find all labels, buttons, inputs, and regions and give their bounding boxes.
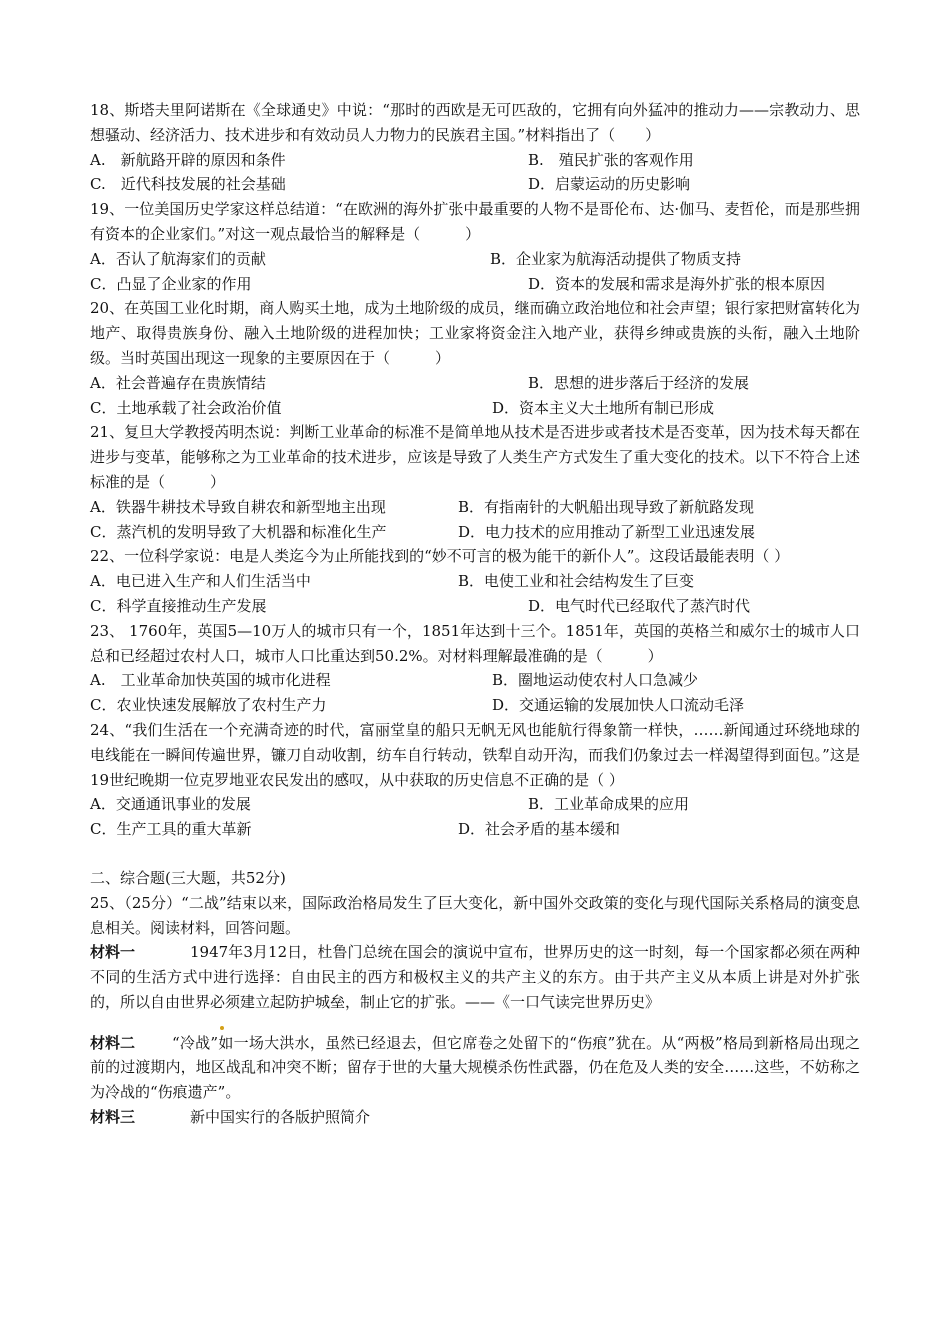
question-stem: 20、在英国工业化时期，商人购买土地，成为土地阶级的成员，继而确立政治地位和社会声望；银行家把财富转化为地产、取得贵族身份、融入土地阶级的进程加快；工业家将资金注入地产业，获得乡绅或贵族的头衔，融入土地阶级。当时英国出现这一现象的主要原因在于（ ）: [90, 299, 860, 367]
question-21: [90, 420, 860, 544]
option-d: D．资本的发展和需求是海外扩张的根本原因: [528, 274, 826, 293]
question-25-stem: 25、（25分）“二战”结束以来，国际政治格局发生了巨大变化，新中国外交政策的变化与现代国际关系格局的演变息息相关。阅读材料，回答问题。: [90, 893, 860, 937]
option-a: A. 新航路开辟的原因和条件: [90, 150, 286, 169]
question-stem: 24、“我们生活在一个充满奇迹的时代，富丽堂皇的船只无帆无风也能航行得象箭一样快，……新闻通过环绕地球的电线能在一瞬间传遍世界，镰刀自动收割，纺车自行转动，铁犁自动开沟，而我们仍象过去一样渴望得到面包。”这是19世纪晚期一位克罗地亚农民发出的感叹，从中获取的历史信息不正确的是（ ）: [90, 720, 860, 789]
option-c: C．农业快速发展解放了农村生产力: [90, 696, 327, 715]
option-b: B．企业家为航海活动提供了物质支持: [490, 249, 742, 268]
option-c: C．蒸汽机的发明导致了大机器和标准化生产: [90, 522, 387, 541]
question-stem: 19、一位美国历史学家这样总结道：“在欧洲的海外扩张中最重要的人物不是哥伦布、达·伽马、麦哲伦，而是那些拥有资本的企业家们。”对这一观点最恰当的解释是（ ）: [90, 200, 860, 243]
material-3-text: 新中国实行的各版护照简介: [190, 1108, 371, 1127]
material-1: [90, 940, 860, 1014]
question-stem: 23、 1760年，英国5—10万人的城市只有一个，1851年达到十三个。1851年，英国的英格兰和威尔士的城市人口总和已经超过农村人口，城市人口比重达到50.2%。对材料理解最准确的是（ ）: [90, 621, 860, 665]
option-d: D．电力技术的应用推动了新型工业迅速发展: [458, 522, 756, 541]
option-b: B．工业革命成果的应用: [528, 795, 690, 814]
question-23: [90, 619, 860, 718]
stray-mark: [220, 1026, 224, 1030]
section-comprehensive: [90, 866, 860, 1130]
exam-page: [90, 98, 860, 1130]
material-2-text: “冷战”如一场大洪水，虽然已经退去，但它席卷之处留下的“伤痕”犹在。从“两极”格局到新格局出现之前的过渡期内，地区战乱和冲突不断；留存于世的大量大规模杀伤性武器，仍在危及人类的安全……这些，不妨称之为冷战的“伤痕遗产”。: [90, 1033, 860, 1102]
question-stem: 22、一位科学家说：电是人类迄今为止所能找到的“妙不可言的极为能干的新仆人”。这段话最能表明（ ）: [90, 547, 790, 566]
option-a: A．否认了航海家们的贡献: [90, 249, 266, 268]
material-3-title: 材料三: [90, 1108, 136, 1127]
option-c: C．生产工具的重大革新: [90, 820, 252, 839]
question-18: [90, 98, 860, 197]
option-d: D．资本主义大土地所有制已形成: [492, 398, 715, 417]
option-c: C. 近代科技发展的社会基础: [90, 175, 286, 194]
option-b: B．有指南针的大帆船出现导致了新航路发现: [458, 497, 755, 516]
question-stem: 18、斯塔夫里阿诺斯在《全球通史》中说：“那时的西欧是无可匹敌的，它拥有向外猛冲的推动力——宗教动力、思想骚动、经济活力、技术进步和有效动员人力物力的民族君主国。”材料指出了（ ）: [90, 101, 860, 144]
material-1-title: 材料一: [90, 943, 136, 962]
section-heading: 二、综合题(三大题，共52分): [90, 868, 286, 887]
question-20: [90, 296, 860, 420]
option-b: B．思想的进步落后于经济的发展: [528, 373, 750, 392]
option-d: D．电气时代已经取代了蒸汽时代: [528, 596, 751, 615]
option-a: A. 工业革命加快英国的城市化进程: [90, 671, 331, 690]
question-stem: 21、复旦大学教授芮明杰说：判断工业革命的标准不是简单地从技术是否进步或者技术是否变革，因为技术每天都在进步与变革，能够称之为工业革命的技术进步，应该是导致了人类生产方式发生了重大变化的技术。以下不符合上述标准的是（ ）: [90, 423, 860, 491]
option-b: B. 殖民扩张的客观作用: [528, 150, 694, 169]
option-d: D．交通运输的发展加快人口流动毛泽: [492, 696, 745, 715]
material-2-title: 材料二: [90, 1033, 136, 1052]
option-a: A．电已进入生产和人们生活当中: [90, 572, 311, 591]
option-a: A．社会普遍存在贵族情结: [90, 373, 266, 392]
question-22: [90, 544, 860, 618]
option-b: B．圈地运动使农村人口急减少: [492, 671, 699, 690]
option-c: C．土地承载了社会政治价值: [90, 398, 282, 417]
material-1-text: 1947年3月12日，杜鲁门总统在国会的演说中宣布，世界历史的这一时刻，每一个国家都必须在两种不同的生活方式中进行选择：自由民主的西方和极权主义的共产主义的东方。由于共产主义从本质上讲是对外扩张的，所以自由世界必须建立起防护城垒，制止它的扩张。——《一口气读完世界历史》: [90, 943, 860, 1011]
material-2: [90, 1031, 860, 1105]
option-a: A．交通通讯事业的发展: [90, 795, 251, 814]
option-a: A．铁器牛耕技术导致自耕农和新型地主出现: [90, 497, 386, 516]
question-24: [90, 718, 860, 842]
option-d: D．社会矛盾的基本缓和: [458, 820, 621, 839]
material-3: [90, 1105, 860, 1130]
question-19: [90, 197, 860, 296]
option-c: C．凸显了企业家的作用: [90, 274, 252, 293]
option-c: C．科学直接推动生产发展: [90, 596, 267, 615]
option-b: B．电使工业和社会结构发生了巨变: [458, 572, 695, 591]
option-d: D．启蒙运动的历史影响: [528, 175, 691, 194]
